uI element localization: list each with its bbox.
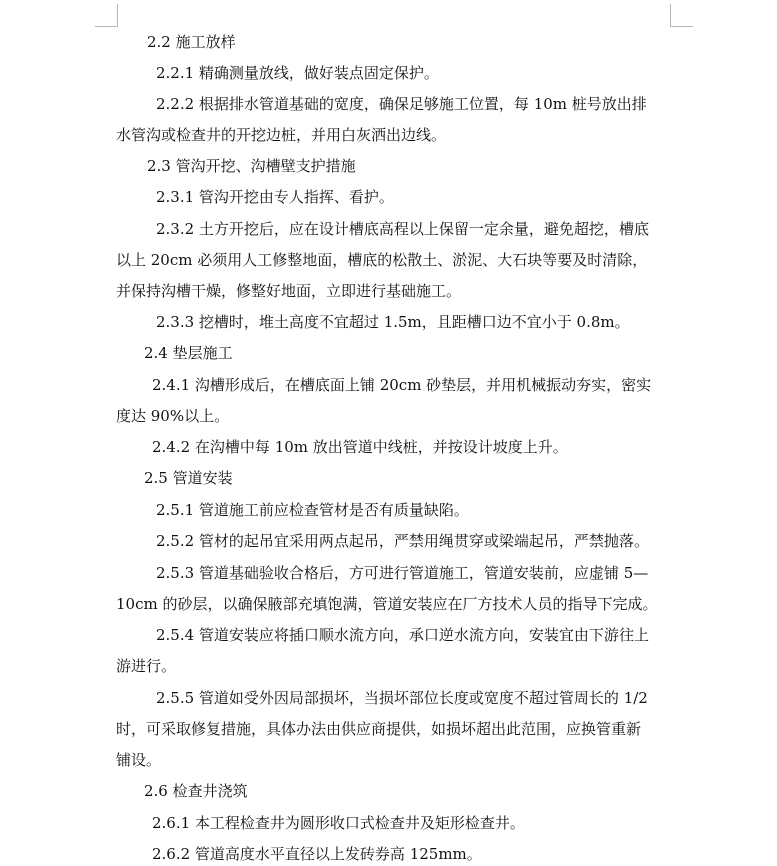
paragraph-2-4-1-line-2: 度达 90%以上。 bbox=[116, 407, 230, 425]
section-heading-2-6: 2.6 检查井浇筑 bbox=[144, 782, 248, 800]
section-heading-2-4: 2.4 垫层施工 bbox=[144, 344, 233, 362]
paragraph-2-3-2-line-1: 2.3.2 土方开挖后，应在设计槽底高程以上保留一定余量，避免超挖，槽底 bbox=[156, 220, 649, 238]
paragraph-2-5-3-line-2: 10cm 的砂层，以确保腋部充填饱满，管道安装应在厂方技术人员的指导下完成。 bbox=[116, 595, 658, 613]
page-corner-mark-right bbox=[670, 4, 693, 27]
paragraph-2-5-3-line-1: 2.5.3 管道基础验收合格后，方可进行管道施工，管道安装前，应虚铺 5— bbox=[156, 564, 649, 582]
paragraph-2-2-2-line-2: 水管沟或检查井的开挖边桩，并用白灰洒出边线。 bbox=[116, 126, 447, 144]
paragraph-2-4-2: 2.4.2 在沟槽中每 10m 放出管道中线桩，并按设计坡度上升。 bbox=[152, 438, 568, 456]
paragraph-2-4-1-line-1: 2.4.1 沟槽形成后，在槽底面上铺 20cm 砂垫层，并用机械振动夯实，密实 bbox=[152, 376, 652, 394]
paragraph-2-5-2: 2.5.2 管材的起吊宜采用两点起吊，严禁用绳贯穿或梁端起吊，严禁抛落。 bbox=[156, 532, 649, 550]
paragraph-2-5-1: 2.5.1 管道施工前应检查管材是否有质量缺陷。 bbox=[156, 501, 469, 519]
paragraph-2-3-3: 2.3.3 挖槽时，堆土高度不宜超过 1.5m，且距槽口边不宜小于 0.8m。 bbox=[156, 313, 630, 331]
paragraph-2-6-1: 2.6.1 本工程检查井为圆形收口式检查井及矩形检查井。 bbox=[152, 814, 525, 832]
paragraph-2-2-1: 2.2.1 精确测量放线，做好装点固定保护。 bbox=[156, 64, 439, 82]
section-heading-2-5: 2.5 管道安装 bbox=[144, 469, 233, 487]
paragraph-2-5-4-line-1: 2.5.4 管道安装应将插口顺水流方向，承口逆水流方向，安装宜由下游往上 bbox=[156, 626, 649, 644]
section-heading-2-3: 2.3 管沟开挖、沟槽壁支护措施 bbox=[147, 157, 356, 175]
paragraph-2-5-5-line-2: 时，可采取修复措施，具体办法由供应商提供，如损坏超出此范围，应换管重新 bbox=[116, 720, 642, 738]
paragraph-2-3-2-line-3: 并保持沟槽干燥，修整好地面，立即进行基础施工。 bbox=[116, 282, 462, 300]
paragraph-2-3-1: 2.3.1 管沟开挖由专人指挥、看护。 bbox=[156, 188, 394, 206]
paragraph-2-5-5-line-1: 2.5.5 管道如受外因局部损坏，当损坏部位长度或宽度不超过管周长的 1/2 bbox=[156, 689, 648, 707]
section-heading-2-2: 2.2 施工放样 bbox=[147, 33, 236, 51]
paragraph-2-6-2: 2.6.2 管道高度水平直径以上发砖券高 125mm。 bbox=[152, 845, 482, 863]
paragraph-2-2-2-line-1: 2.2.2 根据排水管道基础的宽度，确保足够施工位置，每 10m 桩号放出排 bbox=[156, 95, 647, 113]
paragraph-2-5-4-line-2: 游进行。 bbox=[116, 657, 177, 675]
paragraph-2-5-5-line-3: 铺设。 bbox=[116, 751, 162, 769]
paragraph-2-3-2-line-2: 以上 20cm 必须用人工修整地面，槽底的松散土、淤泥、大石块等要及时清除， bbox=[116, 251, 648, 269]
page-corner-mark-left bbox=[95, 4, 118, 27]
